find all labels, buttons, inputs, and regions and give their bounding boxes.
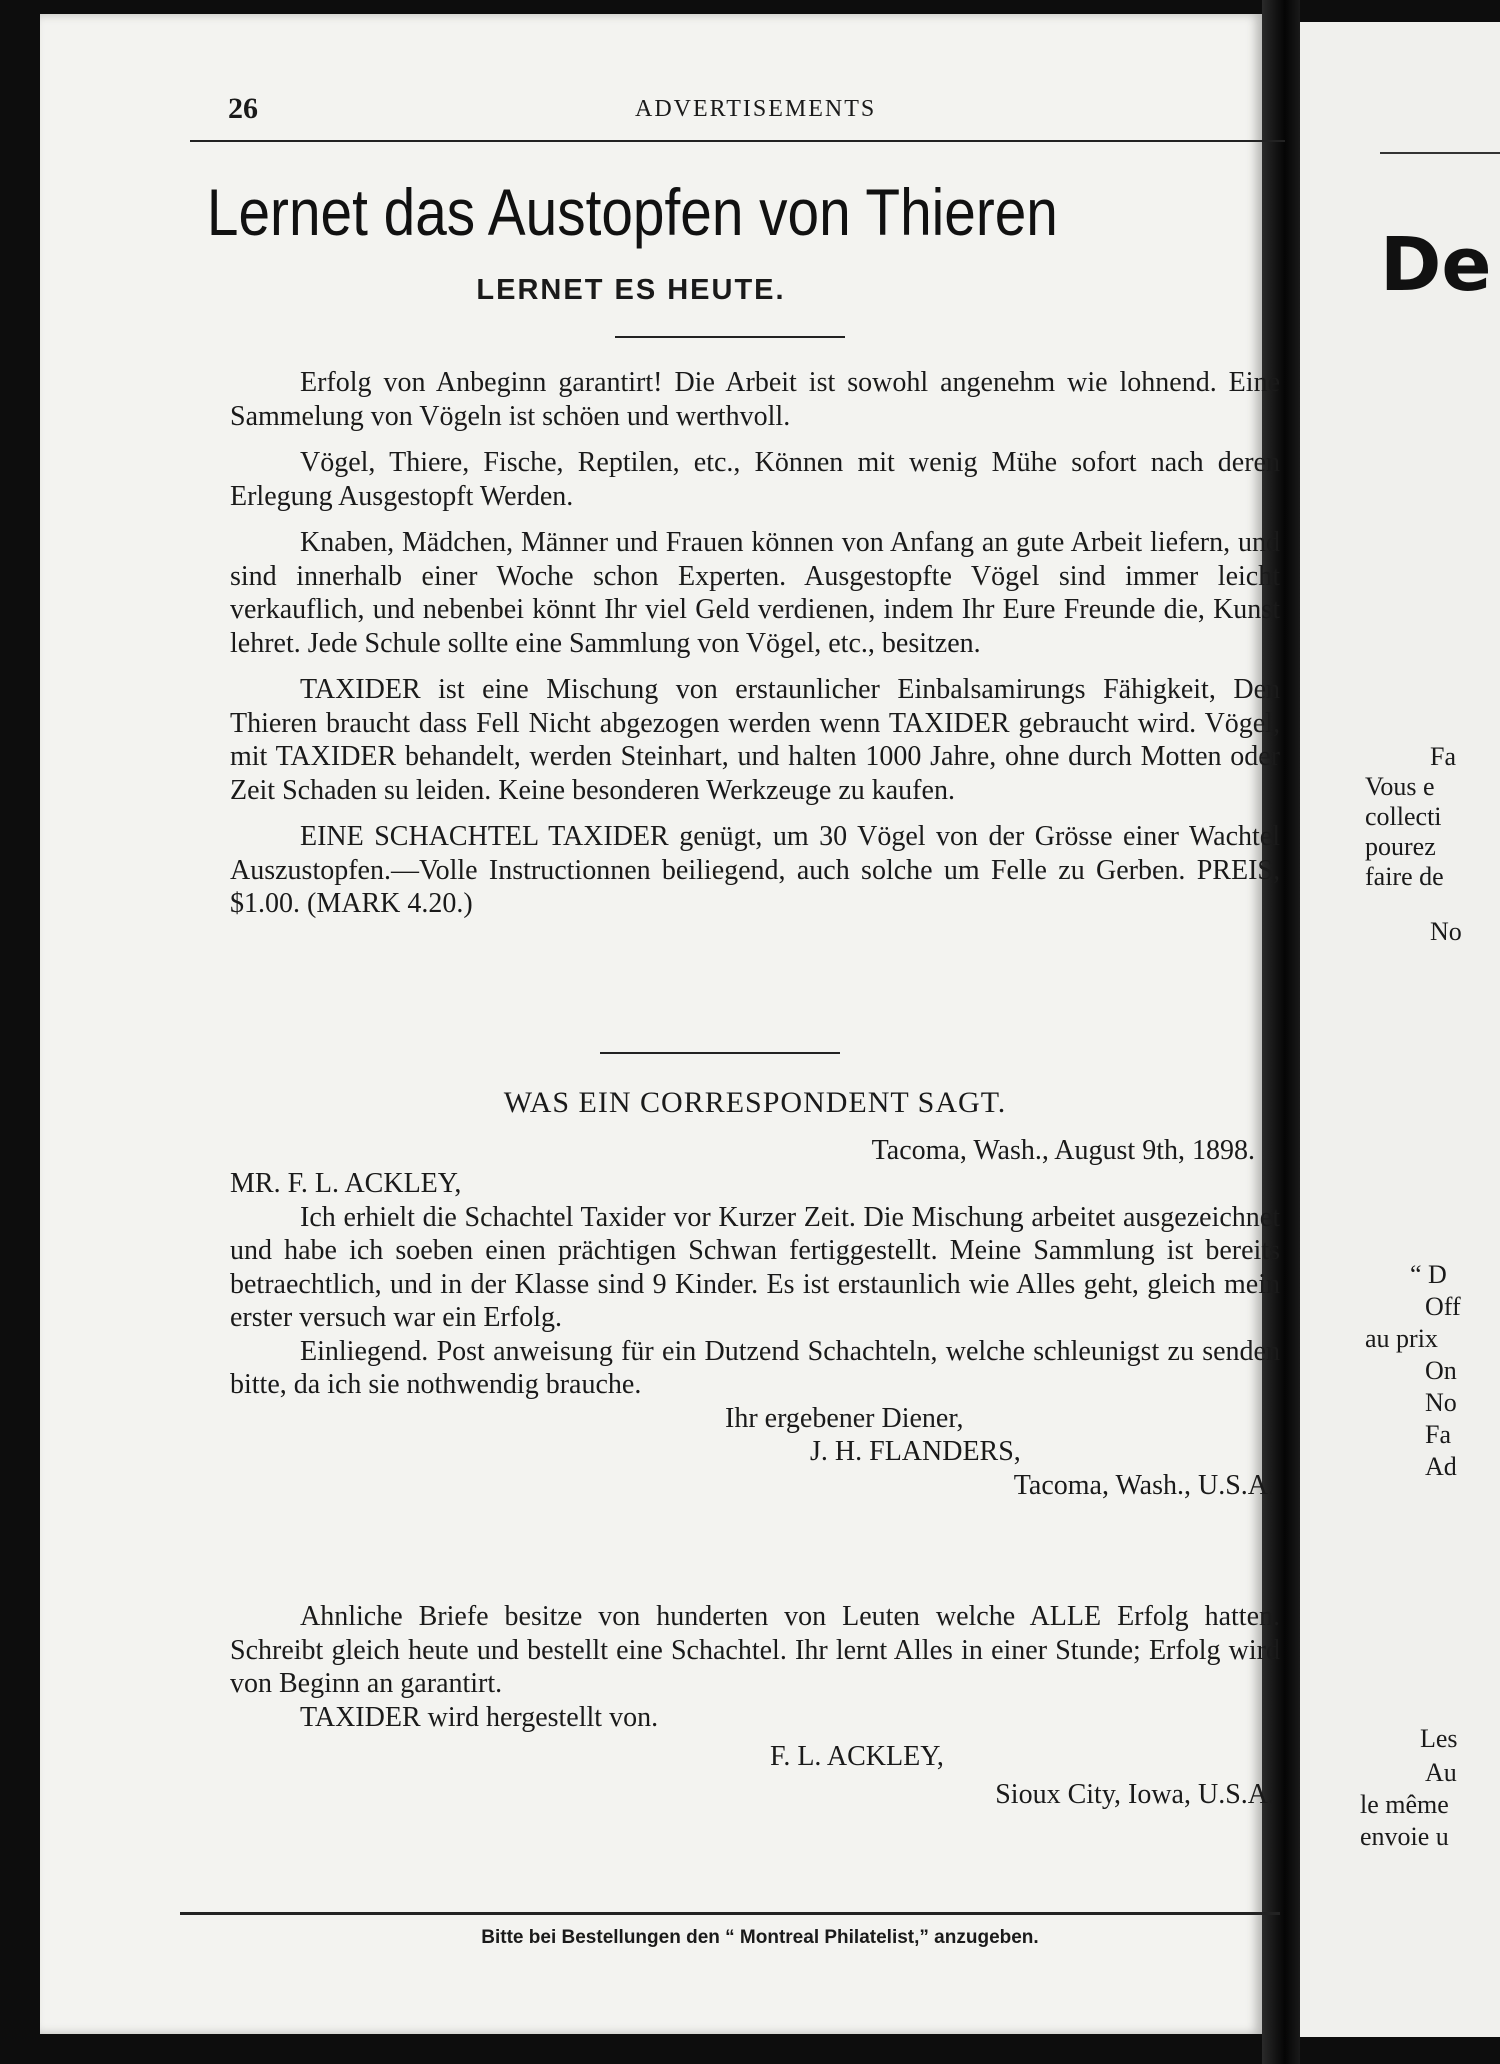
ad-body: [230, 366, 1280, 934]
letter-section: [230, 1086, 1280, 1502]
left-page: [40, 14, 1280, 2034]
letter-signature-place: Tacoma, Wash., U.S.A.: [1013, 1469, 1275, 1501]
closing-section: [230, 1600, 1280, 1811]
facing-line: envoie u: [1360, 1822, 1449, 1851]
running-head: ADVERTISEMENTS: [635, 96, 877, 122]
letter-signature: J. H. FLANDERS,: [810, 1436, 1021, 1467]
facing-line: Au: [1425, 1758, 1457, 1787]
maker-name: F. L. ACKLEY,: [770, 1741, 944, 1772]
facing-line: pourez: [1365, 832, 1436, 861]
footer-rule: [180, 1912, 1280, 1915]
maker-line: TAXIDER wird hergestellt von.: [300, 1701, 659, 1733]
facing-line: “ D: [1410, 1260, 1447, 1289]
facing-line: Off: [1425, 1292, 1461, 1321]
ad-paragraph: Erfolg von Anbeginn garantirt! Die Arbeit ist sowohl angenehm wie lohnend. Eine Sammelung von Vögeln ist schöen und werthvoll.: [230, 367, 1280, 432]
facing-line: On: [1425, 1356, 1457, 1385]
letter-body: Ich erhielt die Schachtel Taxider vor Kurzer Zeit. Die Mischung arbeitet ausgezeichnet und habe ich soeben einen prächtigen Schwan fertiggestellt. Meine Sammlung ist bereits betraechtlich, und in der Klasse sind 9 Kinder. Es ist erstaunlich wie Alles geht, gleich mein erster versuch war ein Erfolg.: [230, 1201, 1280, 1333]
facing-line: le même: [1360, 1790, 1449, 1819]
facing-heading: De: [1380, 222, 1492, 308]
short-divider: [600, 1052, 840, 1054]
facing-rule: [1380, 152, 1500, 154]
letter-dateline: Tacoma, Wash., August 9th, 1898.: [871, 1134, 1255, 1166]
page-footer: Bitte bei Bestellungen den “ Montreal Philatelist,” anzugeben.: [481, 1927, 1039, 1948]
header-rule: [190, 140, 1285, 142]
ad-title: Lernet das Austopfen von Thieren: [206, 175, 1058, 249]
letter-closing: Ihr ergebener Diener,: [725, 1402, 964, 1434]
letter-body-2: Einliegend. Post anweisung für ein Dutzend Schachteln, welche schleunigst zu senden bitte, da ich sie nothwendig brauche.: [230, 1335, 1280, 1400]
facing-line: Les: [1420, 1724, 1458, 1753]
closing-text: Ahnliche Briefe besitze von hunderten von Leuten welche ALLE Erfolg hatten. Schreibt gleich heute und bestellt eine Schachtel. Ihr lernt Alles in einer Stunde; Erfolg wird von Beginn an garantirt.: [230, 1601, 1280, 1699]
facing-page-fragment: [1300, 22, 1500, 2037]
ad-subtitle: LERNET ES HEUTE.: [476, 274, 786, 306]
page-number: 26: [228, 92, 258, 125]
facing-line: collecti: [1365, 802, 1442, 831]
short-divider: [615, 336, 845, 338]
facing-line: No: [1425, 1388, 1457, 1417]
facing-line: Fa: [1430, 742, 1456, 771]
ad-paragraph: Knaben, Mädchen, Männer und Frauen können von Anfang an gute Arbeit liefern, und sind innerhalb einer Woche schon Experten. Ausgestopfte Vögel sind immer leicht verkauflich, und nebenbei könnt Ihr viel Geld verdienen, indem Ihr Eure Freunde die, Kunst lehret. Jede Schule sollte eine Sammlung von Vögel, etc., besitzen.: [230, 527, 1280, 659]
facing-line: au prix: [1365, 1324, 1438, 1353]
facing-line: Ad: [1425, 1452, 1457, 1481]
letter-heading: WAS EIN CORRESPONDENT SAGT.: [503, 1086, 1007, 1119]
facing-line: No: [1430, 917, 1462, 946]
page-header: [40, 92, 1262, 132]
ad-paragraph: TAXIDER ist eine Mischung von erstaunlicher Einbalsamirungs Fähigkeit, Den Thieren braucht dass Fell Nicht abgezogen werden wenn TAXIDER gebraucht wird. Vögel, mit TAXIDER behandelt, werden Steinhart, und halten 1000 Jahre, ohne durch Motten oder Zeit Schaden su leiden. Keine besonderen Werkzeuge zu kaufen.: [230, 674, 1280, 806]
facing-line: Vous e: [1365, 772, 1435, 801]
maker-place: Sioux City, Iowa, U.S.A.: [995, 1778, 1275, 1810]
ad-paragraph: Vögel, Thiere, Fische, Reptilen, etc., Können mit wenig Mühe sofort nach deren Erlegung Ausgestopft Werden.: [230, 447, 1280, 512]
ad-paragraph: EINE SCHACHTEL TAXIDER genügt, um 30 Vögel von der Grösse einer Wachtel Auszustopfen.—Volle Instructionnen beiliegend, auch solche um Felle zu Gerben. PREIS, $1.00. (MARK 4.20.): [230, 821, 1280, 919]
facing-line: faire de: [1365, 862, 1444, 891]
facing-line: Fa: [1425, 1420, 1451, 1449]
letter-salutation: MR. F. L. ACKLEY,: [230, 1168, 462, 1199]
